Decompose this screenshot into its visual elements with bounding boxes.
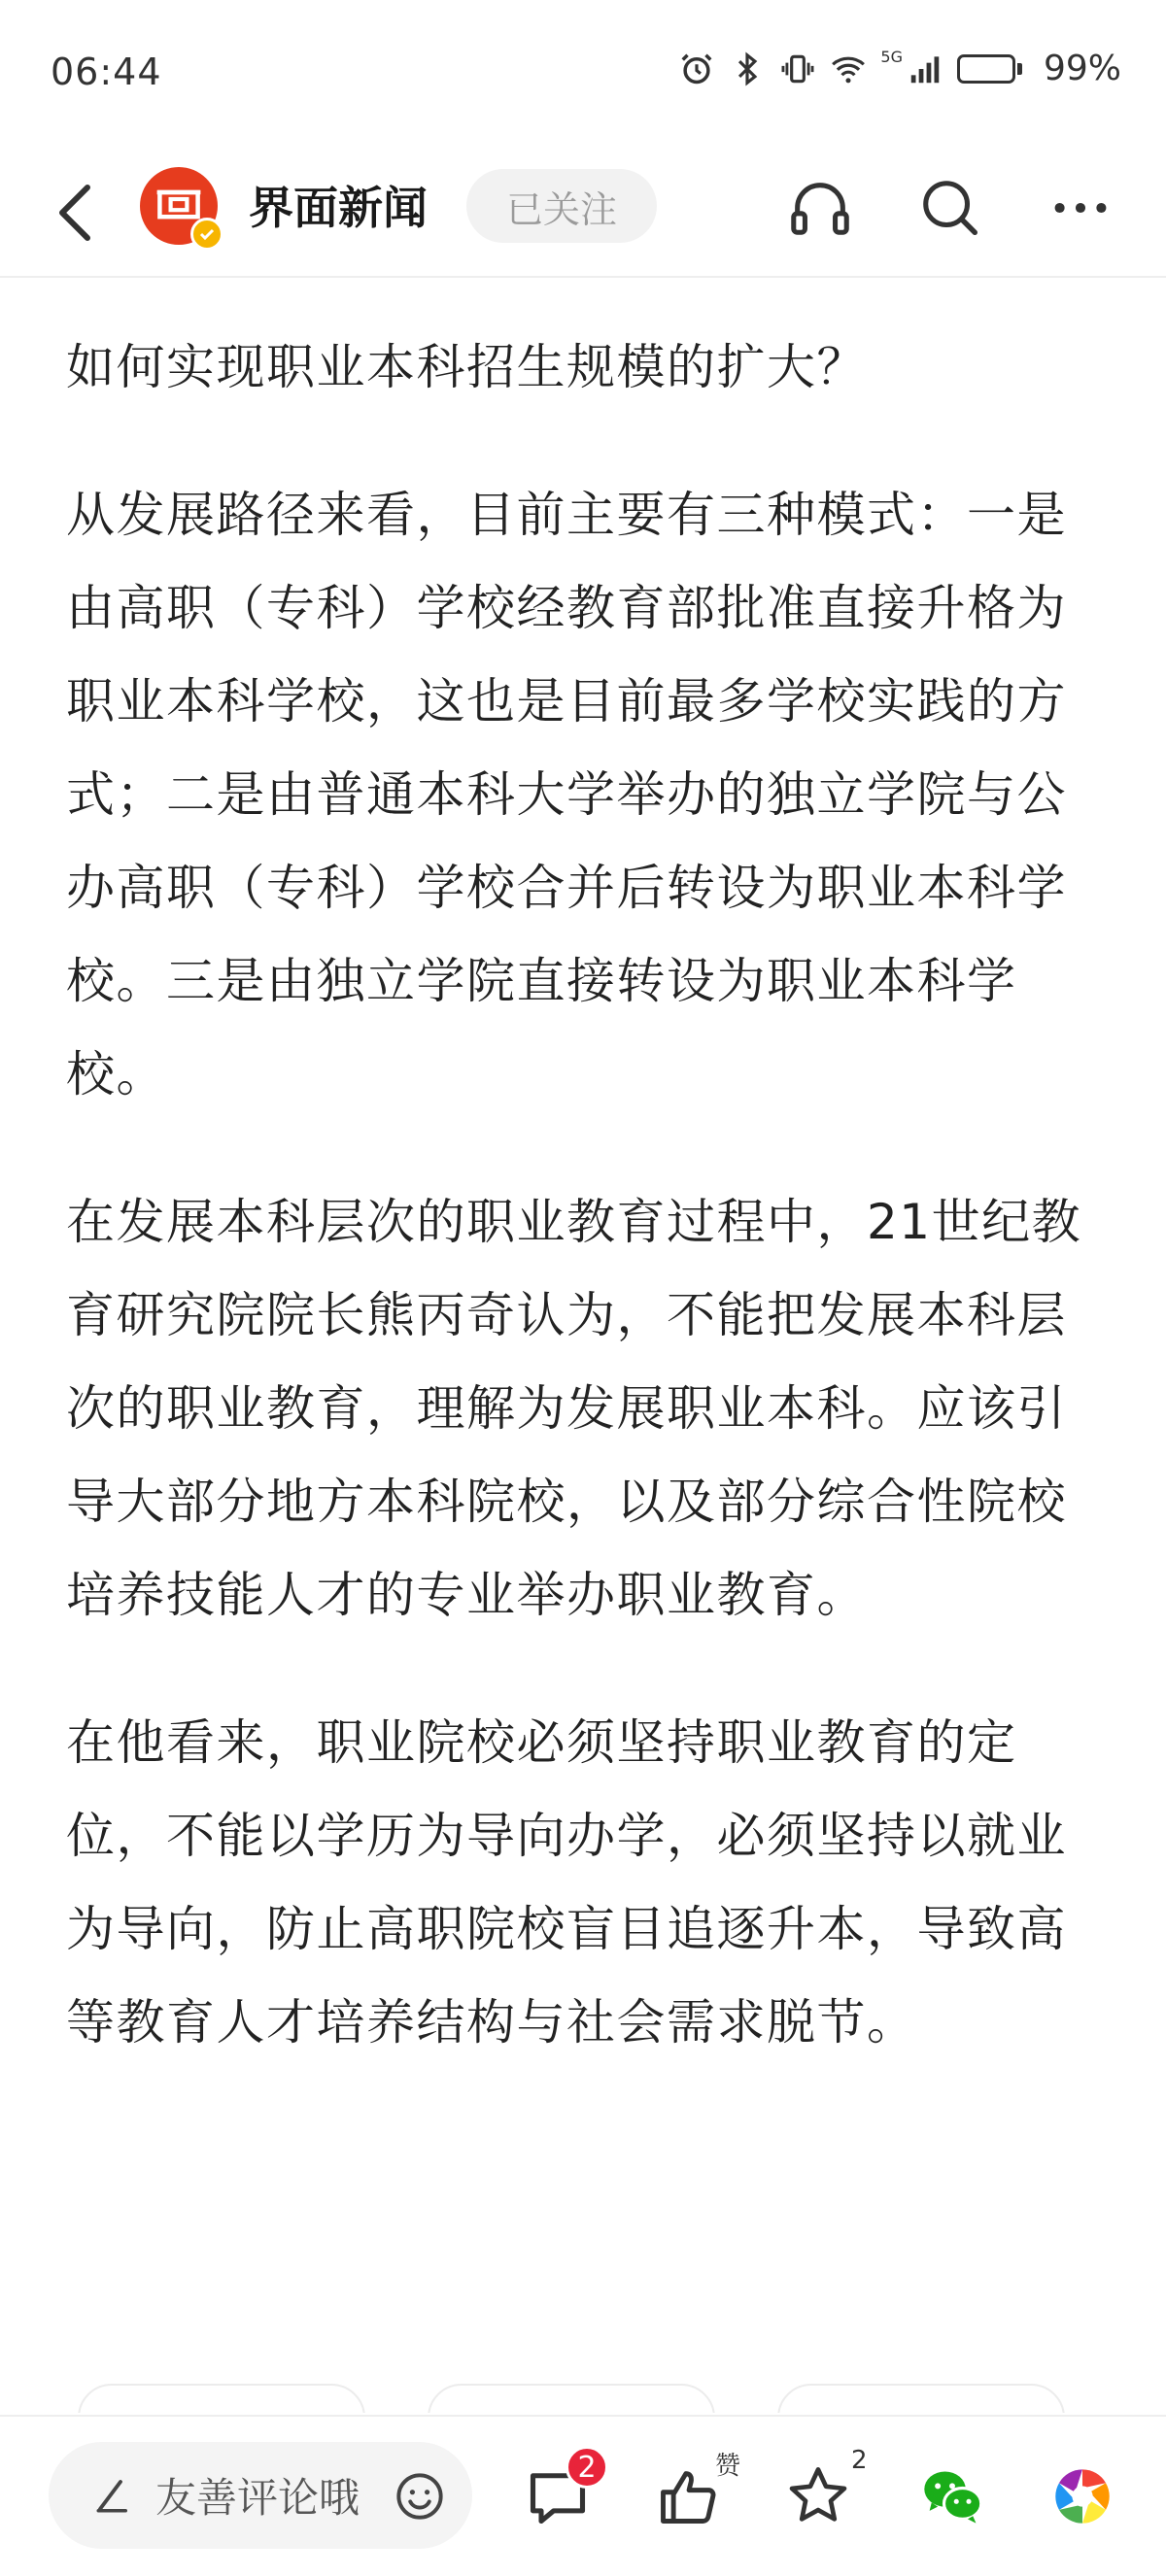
bluetooth-icon [729, 51, 766, 87]
status-icons [678, 49, 1121, 88]
star-icon [785, 2463, 851, 2529]
share-moments-button[interactable] [1044, 2457, 1121, 2535]
back-icon [56, 184, 95, 242]
article-paragraph: 在发展本科层次的职业教育过程中，21世纪教育研究院院长熊丙奇认为，不能把发展本科层次的职业教育，理解为发展职业本科。应该引导大部分地方本科院校，以及部分综合性院校培养技能人才的专业举办职业教育。 [66, 1194, 1082, 1623]
related-pill[interactable] [777, 2384, 1065, 2413]
verified-badge [190, 218, 223, 251]
wechat-icon [919, 2463, 985, 2529]
related-pill[interactable] [78, 2384, 365, 2413]
comment-count-badge: 2 [566, 2446, 608, 2489]
network-label: 5G [880, 48, 903, 66]
listen-button[interactable] [783, 171, 857, 245]
article-paragraph: 在他看来，职业院校必须坚持职业教育的定位，不能以学历为导向办学，必须坚持以就业为导向，防止高职院校盲目追逐升本，导致高等教育人才培养结构与社会需求脱节。 [66, 1714, 1067, 2051]
status-time: 06:44 [51, 51, 162, 93]
article-body [66, 278, 1112, 2123]
comment-input[interactable] [49, 2442, 472, 2549]
article-header [0, 146, 1166, 278]
back-button[interactable] [56, 179, 115, 247]
more-button[interactable] [1044, 171, 1117, 245]
favorite-button[interactable] [779, 2457, 857, 2535]
search-button[interactable] [913, 171, 987, 245]
source-name[interactable]: 界面新闻 [249, 182, 428, 234]
signal-icon [907, 51, 943, 87]
share-wechat-button[interactable] [913, 2457, 991, 2535]
status-bar [0, 0, 1166, 146]
follow-button[interactable]: 已关注 [466, 169, 657, 243]
headphone-icon [786, 174, 854, 242]
moments-icon [1049, 2463, 1115, 2529]
wifi-icon [830, 51, 867, 87]
article-paragraph: 从发展路径来看，目前主要有三种模式：一是由高职（专科）学校经教育部批准直接升格为职业本科学校，这也是目前最多学校实践的方式；二是由普通本科大学举办的独立学院与公办高职（专科）学校合并后转设为职业本科学校。三是由独立学院直接转设为职业本科学校。 [66, 487, 1067, 1102]
smile-icon[interactable] [394, 2471, 445, 2522]
battery-percent: 99% [1043, 49, 1121, 88]
like-icon [655, 2463, 721, 2529]
pen-icon [93, 2475, 134, 2516]
like-label: 赞 [715, 2452, 741, 2481]
alarm-icon [678, 51, 715, 87]
comment-placeholder: 友善评论哦 [155, 2474, 360, 2522]
check-icon [197, 224, 217, 244]
favorite-count: 2 [851, 2446, 868, 2475]
related-pills-strip [0, 2384, 1166, 2413]
more-icon [1046, 174, 1115, 242]
battery-icon [957, 54, 1022, 84]
vibrate-icon [779, 51, 816, 87]
search-icon [916, 174, 984, 242]
related-pill[interactable] [428, 2384, 715, 2413]
article-paragraph: 如何实现职业本科招生规模的扩大？ [66, 339, 867, 395]
bottom-action-bar [0, 2415, 1166, 2576]
